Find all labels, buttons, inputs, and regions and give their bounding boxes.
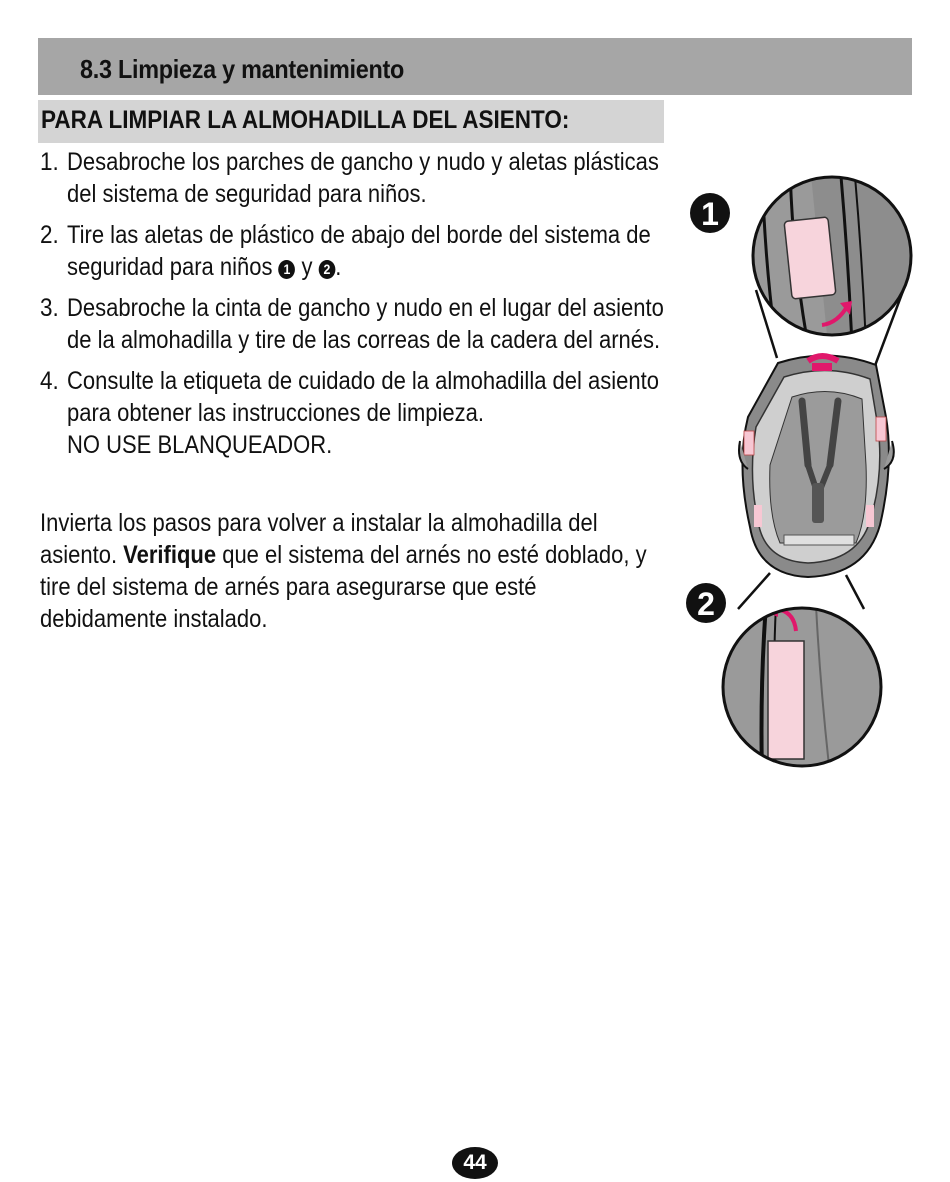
step-text-part: y (301, 253, 313, 281)
car-seat-illustration (680, 165, 920, 775)
page-number: 44 (452, 1147, 498, 1179)
callout-2-icon: 2 (319, 260, 336, 279)
detail-view-2 (720, 601, 890, 775)
step-text: Desabroche los parches de gancho y nudo y aletas plásticas del sistema de seguridad para niños. (67, 148, 659, 208)
connector-line (738, 573, 770, 609)
instruction-list (40, 146, 680, 470)
step-number: 3. (40, 294, 59, 322)
list-item (40, 146, 680, 210)
list-item (40, 219, 680, 283)
closing-emphasis: Verifique (123, 541, 217, 569)
warning-note: NO USE BLANQUEADOR. (67, 431, 333, 459)
step-text (67, 365, 665, 461)
callout-1-label: 1 (701, 196, 719, 232)
step-number: 1. (40, 148, 59, 176)
step-text-part: Tire las aletas de plástico de abajo del borde del sistema de seguridad para niños (67, 221, 651, 281)
subsection-header (38, 100, 664, 143)
subsection-title: PARA LIMPIAR LA ALMOHADILLA DEL ASIENTO: (41, 106, 570, 134)
step-text (67, 219, 665, 283)
closing-paragraph (40, 507, 656, 635)
closing-text: Invierta los pasos para volver a instalar la almohadilla del asiento. (40, 509, 598, 569)
closing-text: que el sistema del arnés no esté doblado, y tire del sistema de arnés para asegurarse que esté debidamente instalado. (40, 541, 647, 633)
list-item (40, 292, 680, 356)
section-title: 8.3 Limpieza y mantenimiento (80, 54, 405, 84)
callout-2-label: 2 (697, 586, 715, 622)
step-text-part: . (335, 253, 342, 281)
step-text: Desabroche la cinta de gancho y nudo en el lugar del asiento de la almohadilla y tire de las correas de la cadera del arnés. (67, 294, 664, 354)
section-header (38, 38, 912, 95)
step-number: 4. (40, 367, 59, 395)
list-item (40, 365, 680, 461)
car-seat-diagram (739, 355, 894, 577)
callout-1-icon: 1 (279, 260, 296, 279)
step-number: 2. (40, 221, 59, 249)
connector-line (846, 575, 864, 609)
step-text-part: Consulte la etiqueta de cuidado de la almohadilla del asiento para obtener las instrucciones de limpieza. (67, 367, 659, 427)
